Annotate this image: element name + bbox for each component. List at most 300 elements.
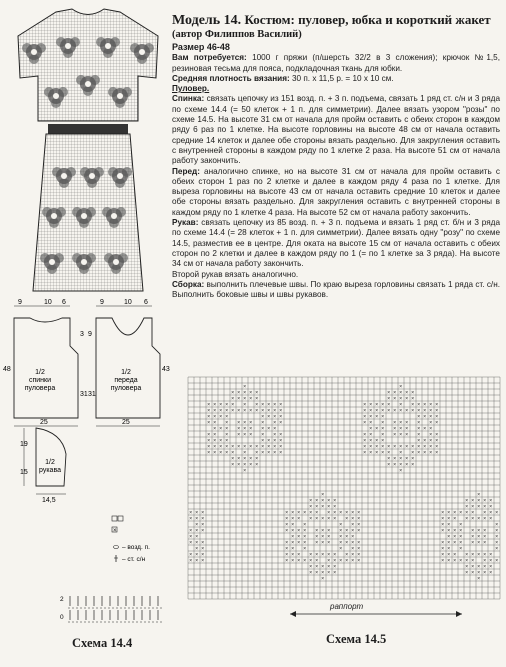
svg-text:×: × [417,414,421,420]
rapport-label: раппорт [330,602,364,611]
svg-text:×: × [405,444,409,450]
svg-text:×: × [357,540,361,546]
svg-text:×: × [243,462,247,468]
svg-text:×: × [255,396,259,402]
svg-text:×: × [489,564,493,570]
svg-text:×: × [237,432,241,438]
svg-text:×: × [195,552,199,558]
svg-text:×: × [375,438,379,444]
svg-text:×: × [297,558,301,564]
svg-text:×: × [363,402,367,408]
svg-text:×: × [363,438,367,444]
svg-text:×: × [297,552,301,558]
svg-text:×: × [471,558,475,564]
svg-text:×: × [201,558,205,564]
svg-text:×: × [279,414,283,420]
svg-text:×: × [447,534,451,540]
svg-text:×: × [393,444,397,450]
schema-14-4-caption: Схема 14.4 [72,636,133,650]
svg-text:×: × [471,540,475,546]
svg-text:×: × [255,402,259,408]
svg-text:×: × [237,426,241,432]
svg-text:×: × [429,402,433,408]
svg-text:×: × [375,450,379,456]
svg-text:×: × [249,390,253,396]
svg-text:×: × [207,444,211,450]
svg-text:×: × [477,552,481,558]
svg-text:×: × [243,384,247,390]
svg-text:×: × [297,528,301,534]
svg-text:×: × [357,552,361,558]
svg-text:×: × [189,540,193,546]
svg-text:×: × [471,528,475,534]
svg-text:×: × [207,420,211,426]
svg-text:×: × [243,396,247,402]
svg-text:×: × [435,444,439,450]
svg-text:×: × [333,570,337,576]
svg-text:×: × [399,426,403,432]
svg-text:×: × [213,402,217,408]
svg-text:×: × [381,450,385,456]
svg-text:×: × [345,528,349,534]
pullover-heading: Пуловер. [172,84,210,94]
sleeve-paragraph [172,218,500,269]
svg-text:×: × [483,504,487,510]
svg-text:×: × [483,498,487,504]
svg-text:×: × [249,456,253,462]
svg-text:×: × [279,444,283,450]
svg-text:×: × [261,414,265,420]
front-top-1: 9 [100,299,104,306]
svg-text:×: × [195,558,199,564]
svg-text:×: × [435,450,439,456]
svg-text:×: × [387,402,391,408]
svg-text:×: × [321,540,325,546]
svg-text:×: × [189,528,193,534]
svg-text:×: × [291,540,295,546]
svg-text:×: × [333,564,337,570]
svg-text:×: × [375,408,379,414]
materials-text: 1000 г пряжи (п/шерсть 32/2 в 3 сложения); крючок №1,5, резиновая тесьма для пояса, подкладочная ткань для юбки. [172,53,500,73]
assembly-text: выполнить плечевые швы. По краю выреза горловины связать 1 ряда ст. с/н. Выполнить боковые швы и швы рукавов. [172,279,500,300]
front-label-3: пуловера [110,385,142,392]
svg-text:×: × [399,450,403,456]
svg-text:×: × [225,402,229,408]
svg-text:×: × [471,570,475,576]
svg-text:×: × [321,576,325,582]
svg-text:×: × [273,438,277,444]
back-text: связать цепочку из 151 возд. п. + 3 п. подъема, связать 1 ряд ст. с/н и 3 ряда по схеме 14.4 (= 50 клеток + 1 п. для симметрии). Далее вязать узором "розы" по схеме 14.5. На высоте 31 см от начала для пройм оставить с обеих сторон в каждом ряду 6 раз по 1 клетке. На высоте горловины на высоте 48 см от начала оставить средние 14 клеток и далее обе стороны вязать раздельно. Для закругления оставить с внутренней стороны в каждом ряду по 1 клетке 2 раза. На высоте 51 см от начала работу закончить. [172,94,500,166]
svg-text:×: × [393,396,397,402]
svg-text:×: × [381,438,385,444]
svg-text:×: × [459,540,463,546]
svg-text:×: × [369,426,373,432]
svg-text:×: × [249,396,253,402]
svg-text:×: × [309,516,313,522]
svg-text:×: × [201,528,205,534]
sleeve-bottom: 15 [20,469,28,476]
svg-text:×: × [285,540,289,546]
pattern-diagrams [0,296,172,506]
svg-text:×: × [375,414,379,420]
svg-text:×: × [423,426,427,432]
svg-text:×: × [417,426,421,432]
svg-text:×: × [261,408,265,414]
svg-text:×: × [243,432,247,438]
svg-text:×: × [345,552,349,558]
svg-text:×: × [447,546,451,552]
svg-text:×: × [321,570,325,576]
svg-text:×: × [369,414,373,420]
svg-text:×: × [201,510,205,516]
svg-text:×: × [399,432,403,438]
svg-text:×: × [411,456,415,462]
svg-text:×: × [399,402,403,408]
svg-text:×: × [315,540,319,546]
svg-text:×: × [411,390,415,396]
svg-text:×: × [471,534,475,540]
svg-text:×: × [315,552,319,558]
svg-text:×: × [399,396,403,402]
svg-text:×: × [213,450,217,456]
svg-text:×: × [237,462,241,468]
svg-text:×: × [231,408,235,414]
svg-text:×: × [417,408,421,414]
svg-text:×: × [489,570,493,576]
svg-text:×: × [495,510,499,516]
svg-text:×: × [447,558,451,564]
svg-text:×: × [357,528,361,534]
svg-text:×: × [333,498,337,504]
svg-text:×: × [207,450,211,456]
svg-text:×: × [429,426,433,432]
svg-text:×: × [273,444,277,450]
svg-text:×: × [393,456,397,462]
svg-text:×: × [441,558,445,564]
legend-dc: – ст. с/н [122,556,146,563]
svg-text:×: × [351,552,355,558]
svg-text:×: × [381,444,385,450]
svg-text:×: × [201,546,205,552]
svg-text:×: × [411,462,415,468]
svg-text:×: × [285,528,289,534]
svg-text:×: × [465,498,469,504]
svg-text:×: × [447,516,451,522]
svg-text:×: × [483,558,487,564]
svg-text:×: × [243,390,247,396]
svg-text:×: × [261,420,265,426]
back-small: 3 [80,331,84,338]
svg-text:×: × [369,432,373,438]
svg-text:×: × [327,516,331,522]
svg-text:×: × [267,438,271,444]
svg-text:×: × [405,432,409,438]
svg-text:×: × [267,408,271,414]
svg-text:×: × [393,432,397,438]
svg-text:×: × [201,522,205,528]
svg-text:×: × [423,402,427,408]
back-label-3: пуловера [24,385,56,392]
svg-text:×: × [399,468,403,474]
front-top-3: 6 [144,299,148,306]
svg-text:×: × [327,498,331,504]
svg-text:×: × [495,522,499,528]
svg-text:×: × [435,420,439,426]
svg-text:×: × [483,570,487,576]
front-arm: 31 [88,391,96,398]
svg-text:×: × [477,504,481,510]
svg-text:×: × [189,534,193,540]
svg-text:×: × [417,402,421,408]
svg-text:×: × [357,516,361,522]
svg-text:×: × [345,534,349,540]
svg-text:×: × [315,564,319,570]
svg-text:×: × [435,414,439,420]
svg-text:×: × [447,540,451,546]
back-width: 25 [40,419,48,426]
svg-text:×: × [417,438,421,444]
svg-text:×: × [195,534,199,540]
svg-text:×: × [249,420,253,426]
svg-text:×: × [423,414,427,420]
svg-text:×: × [279,450,283,456]
svg-text:×: × [357,558,361,564]
svg-text:×: × [417,420,421,426]
assembly-label: Сборка: [172,279,205,289]
svg-text:×: × [321,528,325,534]
svg-text:×: × [465,552,469,558]
svg-text:×: × [219,414,223,420]
svg-text:×: × [483,510,487,516]
svg-text:×: × [249,462,253,468]
svg-text:×: × [285,552,289,558]
sleeve-label-1: 1/2 [45,459,55,466]
svg-text:×: × [459,522,463,528]
svg-text:×: × [285,516,289,522]
svg-text:×: × [309,552,313,558]
svg-text:×: × [399,384,403,390]
svg-text:×: × [393,426,397,432]
svg-text:×: × [327,552,331,558]
svg-text:×: × [243,468,247,474]
svg-text:×: × [489,558,493,564]
density-paragraph [172,74,500,84]
front-small: 9 [88,331,92,338]
schema-14-4 [60,592,172,626]
svg-text:×: × [363,432,367,438]
svg-text:×: × [363,444,367,450]
svg-text:×: × [297,540,301,546]
front-width: 25 [122,419,130,426]
svg-text:×: × [411,408,415,414]
svg-text:×: × [261,450,265,456]
svg-text:×: × [441,552,445,558]
svg-text:×: × [477,576,481,582]
svg-text:×: × [351,522,355,528]
svg-text:×: × [489,498,493,504]
assembly-paragraph [172,280,500,301]
svg-text:×: × [351,510,355,516]
svg-text:×: × [267,450,271,456]
svg-text:×: × [369,444,373,450]
pullover-shape [18,9,158,121]
front-pattern [88,299,170,426]
svg-text:×: × [255,462,259,468]
svg-text:×: × [375,426,379,432]
svg-text:×: × [393,462,397,468]
svg-text:×: × [423,450,427,456]
svg-text:×: × [381,420,385,426]
svg-text:×: × [225,408,229,414]
instructions-column [172,12,500,300]
svg-text:×: × [303,522,307,528]
svg-text:×: × [243,444,247,450]
svg-text:×: × [339,540,343,546]
materials-paragraph [172,53,500,74]
back-arm: 31 [80,391,88,398]
svg-text:×: × [417,432,421,438]
svg-text:×: × [195,516,199,522]
svg-text:×: × [327,540,331,546]
svg-text:×: × [441,510,445,516]
svg-text:×: × [219,450,223,456]
svg-text:×: × [231,390,235,396]
svg-text:×: × [465,510,469,516]
svg-text:×: × [195,522,199,528]
svg-text:×: × [291,516,295,522]
svg-text:×: × [243,408,247,414]
svg-text:×: × [369,450,373,456]
svg-text:×: × [207,402,211,408]
svg-text:×: × [453,510,457,516]
model-number: Модель 14. [172,13,242,28]
svg-text:×: × [219,408,223,414]
svg-text:×: × [339,558,343,564]
svg-text:×: × [261,438,265,444]
svg-text:×: × [291,552,295,558]
svg-text:×: × [405,420,409,426]
svg-text:×: × [291,546,295,552]
svg-text:×: × [435,438,439,444]
svg-text:×: × [255,444,259,450]
svg-text:×: × [243,402,247,408]
svg-text:×: × [201,516,205,522]
svg-text:×: × [333,552,337,558]
svg-text:×: × [417,444,421,450]
svg-text:×: × [495,546,499,552]
svg-text:×: × [387,450,391,456]
svg-text:×: × [465,516,469,522]
svg-text:×: × [489,516,493,522]
svg-text:×: × [225,426,229,432]
svg-text:×: × [351,534,355,540]
svg-text:×: × [441,546,445,552]
back-top-1: 9 [18,299,22,306]
svg-text:×: × [369,402,373,408]
svg-text:×: × [477,564,481,570]
svg-text:×: × [219,402,223,408]
svg-text:×: × [309,570,313,576]
svg-text:×: × [351,540,355,546]
svg-text:×: × [423,438,427,444]
svg-text:×: × [219,438,223,444]
front-label-1: 1/2 [121,369,131,376]
svg-text:×: × [429,414,433,420]
back-top-2: 10 [44,299,52,306]
svg-text:×: × [237,390,241,396]
svg-text:×: × [399,456,403,462]
svg-text:×: × [237,456,241,462]
svg-text:×: × [483,528,487,534]
svg-text:×: × [267,426,271,432]
svg-text:×: × [387,444,391,450]
svg-text:×: × [267,402,271,408]
svg-text:×: × [285,546,289,552]
sleeve-top: 19 [20,441,28,448]
svg-text:×: × [315,528,319,534]
model-title [172,12,500,28]
svg-text:×: × [225,432,229,438]
svg-text:×: × [279,420,283,426]
svg-text:×: × [327,534,331,540]
svg-text:×: × [189,552,193,558]
svg-text:×: × [489,552,493,558]
svg-text:×: × [255,390,259,396]
svg-text:×: × [285,522,289,528]
sleeve-label-2: рукава [39,467,61,474]
svg-text:×: × [471,552,475,558]
svg-text:×: × [195,540,199,546]
svg-text:×: × [237,396,241,402]
svg-text:×: × [225,450,229,456]
svg-text:×: × [279,438,283,444]
svg-text:×: × [339,510,343,516]
size-line: Размер 46-48 [172,42,230,52]
svg-text:×: × [459,534,463,540]
svg-text:×: × [225,414,229,420]
rapport-arrow [288,610,464,618]
svg-text:×: × [483,534,487,540]
front-height: 43 [162,366,170,373]
svg-text:×: × [387,456,391,462]
svg-text:×: × [273,426,277,432]
front-label-2: переда [114,377,138,384]
svg-text:×: × [207,414,211,420]
back-pattern [3,299,88,426]
svg-text:×: × [189,516,193,522]
svg-text:×: × [315,516,319,522]
svg-text:×: × [291,528,295,534]
svg-text:×: × [273,450,277,456]
svg-text:×: × [405,396,409,402]
svg-text:×: × [297,510,301,516]
sleeve-text: связать цепочку из 85 возд. п. + 3 п. подъема и вязать 1 ряд ст. б/н и 3 ряда по схеме 14.4 (= 28 клеток + 1 п. для симметрии). Далее вязать одну "розу" по схеме 14.5, разместив ее в центре. Для оката на высоте 15 см от начала оставить с обеих сторон по 2 клетки и далее в каждом ряду по 1 (= по 1 клетке за 3 ряда). На высоте 34 см от начала работу закончить. [172,218,500,269]
svg-text:×: × [399,462,403,468]
svg-text:×: × [495,534,499,540]
svg-text:×: × [261,426,265,432]
svg-text:×: × [495,528,499,534]
svg-text:×: × [387,408,391,414]
svg-text:×: × [363,420,367,426]
svg-text:×: × [357,546,361,552]
svg-text:×: × [213,426,217,432]
svg-text:×: × [489,510,493,516]
svg-text:×: × [207,438,211,444]
svg-text:×: × [441,540,445,546]
back-label-1: 1/2 [35,369,45,376]
svg-text:×: × [399,444,403,450]
svg-text:×: × [195,510,199,516]
